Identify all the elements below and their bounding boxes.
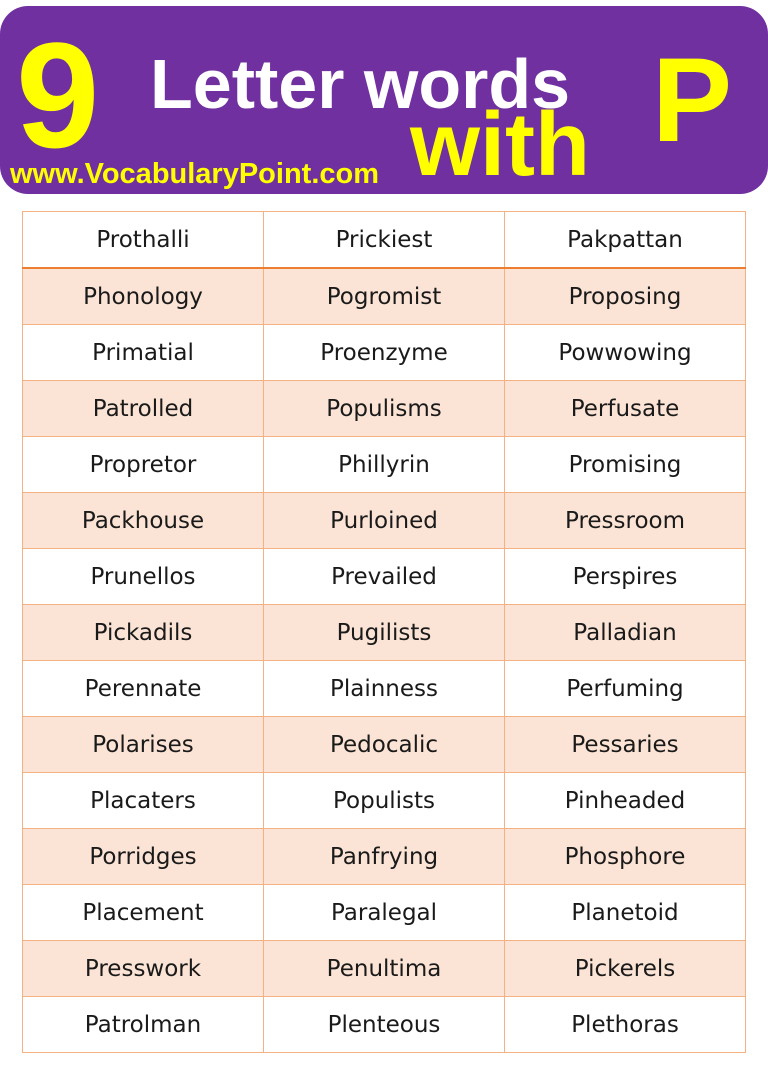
word-cell: Planetoid xyxy=(505,885,746,941)
table-row xyxy=(23,605,746,661)
table-row xyxy=(23,941,746,997)
word-cell: Plainness xyxy=(264,661,505,717)
word-cell: Populisms xyxy=(264,381,505,437)
word-cell: Placement xyxy=(23,885,264,941)
word-cell: Populists xyxy=(264,773,505,829)
table-row xyxy=(23,493,746,549)
word-cell: Pessaries xyxy=(505,717,746,773)
word-table xyxy=(22,211,746,1053)
word-cell: Prothalli xyxy=(23,212,264,269)
table-row xyxy=(23,661,746,717)
word-cell: Phonology xyxy=(23,268,264,325)
word-cell: Pakpattan xyxy=(505,212,746,269)
word-cell: Penultima xyxy=(264,941,505,997)
table-row xyxy=(23,773,746,829)
word-cell: Phosphore xyxy=(505,829,746,885)
word-cell: Perennate xyxy=(23,661,264,717)
website-url: www.VocabularyPoint.com xyxy=(10,158,380,190)
table-row xyxy=(23,381,746,437)
table-row xyxy=(23,268,746,325)
word-cell: Phillyrin xyxy=(264,437,505,493)
word-cell: Packhouse xyxy=(23,493,264,549)
word-cell: Powwowing xyxy=(505,325,746,381)
word-cell: Pinheaded xyxy=(505,773,746,829)
table-row xyxy=(23,717,746,773)
word-cell: Prunellos xyxy=(23,549,264,605)
word-cell: Prevailed xyxy=(264,549,505,605)
table-row xyxy=(23,997,746,1053)
word-cell: Plethoras xyxy=(505,997,746,1053)
header-banner xyxy=(0,6,768,194)
word-cell: Purloined xyxy=(264,493,505,549)
table-row xyxy=(23,885,746,941)
table-row xyxy=(23,829,746,885)
word-cell: Proenzyme xyxy=(264,325,505,381)
word-cell: Paralegal xyxy=(264,885,505,941)
header-with: with xyxy=(410,95,590,195)
word-cell: Primatial xyxy=(23,325,264,381)
word-cell: Pugilists xyxy=(264,605,505,661)
word-cell: Porridges xyxy=(23,829,264,885)
table-row xyxy=(23,437,746,493)
word-cell: Promising xyxy=(505,437,746,493)
word-cell: Perspires xyxy=(505,549,746,605)
word-cell: Palladian xyxy=(505,605,746,661)
table-row xyxy=(23,549,746,605)
word-cell: Polarises xyxy=(23,717,264,773)
word-cell: Perfusate xyxy=(505,381,746,437)
word-cell: Panfrying xyxy=(264,829,505,885)
header-title: Letter words xyxy=(150,45,571,123)
table-row xyxy=(23,212,746,269)
word-cell: Patrolman xyxy=(23,997,264,1053)
word-cell: Plenteous xyxy=(264,997,505,1053)
word-cell: Placaters xyxy=(23,773,264,829)
header-number: 9 xyxy=(16,11,100,179)
header-letter: P xyxy=(652,33,733,167)
word-cell: Presswork xyxy=(23,941,264,997)
word-cell: Pedocalic xyxy=(264,717,505,773)
word-cell: Perfuming xyxy=(505,661,746,717)
word-cell: Pickadils xyxy=(23,605,264,661)
word-cell: Patrolled xyxy=(23,381,264,437)
table-row xyxy=(23,325,746,381)
word-cell: Propretor xyxy=(23,437,264,493)
word-cell: Prickiest xyxy=(264,212,505,269)
word-cell: Pogromist xyxy=(264,268,505,325)
word-cell: Pickerels xyxy=(505,941,746,997)
word-cell: Proposing xyxy=(505,268,746,325)
word-cell: Pressroom xyxy=(505,493,746,549)
